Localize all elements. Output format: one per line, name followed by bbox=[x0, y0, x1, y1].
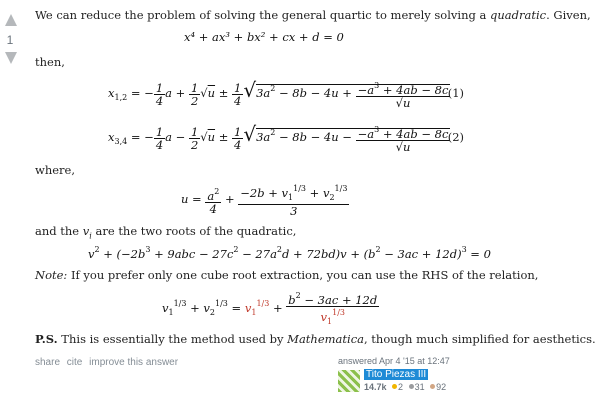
downvote-icon[interactable] bbox=[5, 52, 17, 64]
vote-count: 1 bbox=[6, 33, 14, 47]
ps-label: P.S. bbox=[35, 332, 58, 346]
roots-text: and the $v_i$ are the two roots of the quadratic, bbox=[35, 224, 297, 241]
equation-number-1: (1) bbox=[447, 86, 464, 100]
root-formula-1: $x_{1,2}$ = − $\frac{1}{4}$ a + $\frac{1}{2}$ √u ± $\frac{1}{4}$ $√3a^2 - 8b - 4u$ + $\frac{-a^3 + 4ab - 8c}{√u}$ bbox=[108, 78, 449, 110]
roots-text-b: are the two roots of the quadratic, bbox=[91, 224, 297, 238]
root-formula-2: $x_{3,4}$ = − $\frac{1}{4}$ a − $\frac{1}{2}$ √u ± $\frac{1}{4}$ $√3a^2 - 8b - 4u$ − $\frac{-a^3 + 4ab - 8c}{√u}$ bbox=[108, 122, 449, 154]
user-name-link[interactable]: Tito Piezas III bbox=[366, 369, 427, 380]
roots-text-a: and the bbox=[35, 224, 83, 238]
ps-part-a: This is essentially the method used by bbox=[57, 332, 288, 346]
upvote-icon[interactable] bbox=[5, 14, 17, 26]
bronze-badge-count: 92 bbox=[436, 382, 447, 392]
silver-badge-count: 31 bbox=[414, 382, 425, 392]
gold-badge-count: 2 bbox=[398, 382, 404, 392]
improve-answer-link[interactable]: improve this answer bbox=[89, 357, 179, 368]
cube-root-relation: $v_1^{1/3} + v_2^{1/3} = v_1^{1/3}$ + $\frac{b^2 - 3ac + 12d}{v_1^{1/3}}$ bbox=[162, 291, 378, 326]
gold-badge-icon bbox=[392, 384, 397, 389]
user-stats bbox=[364, 382, 446, 392]
intro-text bbox=[35, 8, 591, 22]
user-card bbox=[338, 356, 468, 398]
bronze-badge-icon bbox=[430, 384, 435, 389]
quadratic-v: $v^2 + (-2b^3 + 9abc - 27c^2 - 27a^2d + 72bd)v + (b^2 - 3ac + 12d)^3 = 0$ bbox=[88, 245, 491, 261]
intro-end: . Given, bbox=[546, 8, 591, 22]
cite-link[interactable]: cite bbox=[66, 357, 83, 368]
intro-part: We can reduce the problem of solving the general quartic to merely solving a bbox=[35, 8, 491, 22]
note-label: Note: bbox=[35, 268, 68, 282]
answered-timestamp[interactable]: answered Apr 4 '15 at 12:47 bbox=[338, 356, 450, 366]
ps-text bbox=[35, 332, 596, 346]
quartic-formula: x⁴ + ax³ + bx² + cx + d = 0 bbox=[184, 30, 344, 44]
intro-emphasis: quadratic bbox=[490, 8, 547, 22]
note-text bbox=[35, 268, 538, 282]
share-link[interactable]: share bbox=[35, 357, 61, 368]
silver-badge-icon bbox=[409, 384, 414, 389]
note-body: If you prefer only one cube root extraction, you can use the RHS of the relation, bbox=[67, 268, 539, 282]
ps-emphasis: Mathematica bbox=[287, 332, 364, 346]
avatar[interactable] bbox=[338, 370, 360, 392]
ps-part-b: , though much simplified for aesthetics. bbox=[364, 332, 596, 346]
u-formula: u = $\frac{a^2}{4}$ + $\frac{-2b + v_1^{1/3} + v_2^{1/3}}{3}$ bbox=[181, 184, 348, 218]
then-text: then, bbox=[35, 55, 65, 69]
where-text: where, bbox=[35, 163, 76, 177]
reputation-score: 14.7k bbox=[364, 382, 387, 392]
equation-number-2: (2) bbox=[447, 130, 464, 144]
post-menu bbox=[35, 357, 182, 368]
quartic-equation bbox=[184, 30, 344, 44]
